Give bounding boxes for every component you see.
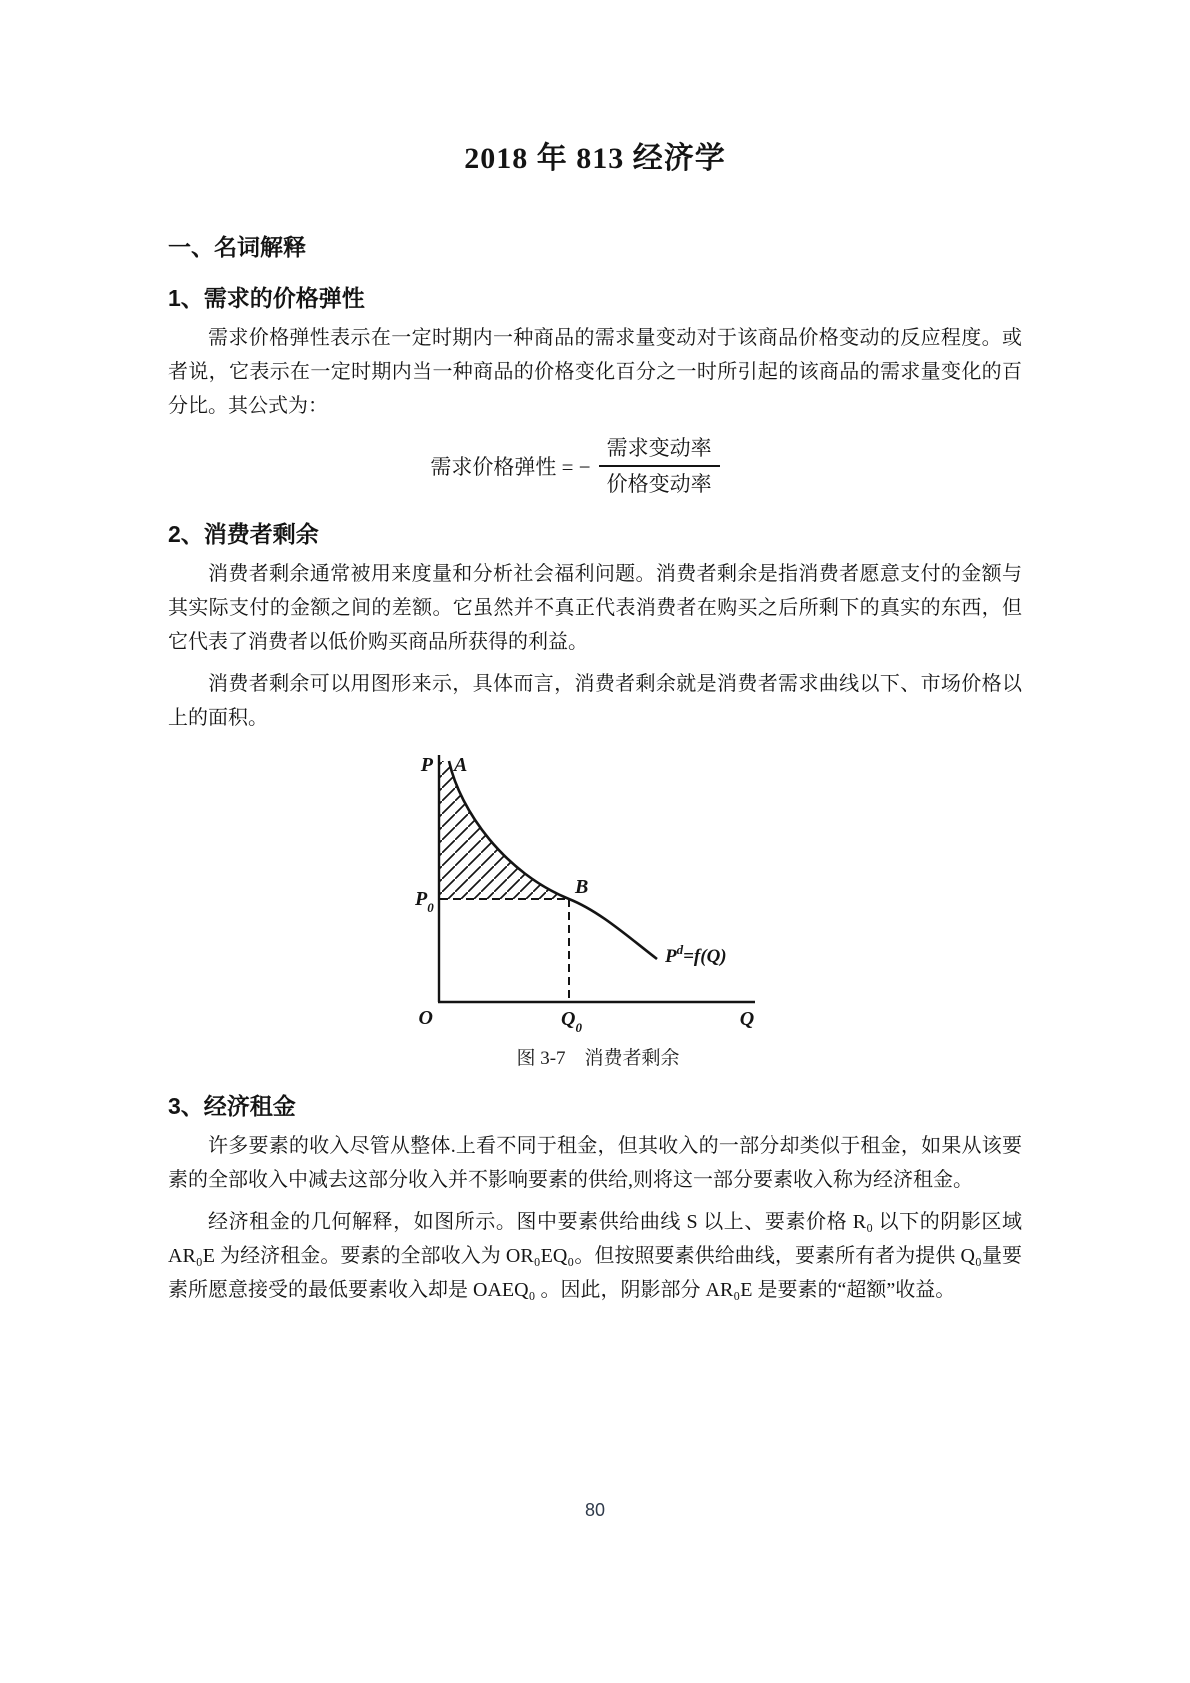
term-3-paragraph-2: 经济租金的几何解释，如图所示。图中要素供给曲线 S 以上、要素价格 R₀ 以下的阴影区域 AR₀E 为经济租金。要素的全部收入为 OR₀EQ₀。但按照要素供给曲线，要素所有者为提供 Q₀量要素所愿意接受的最低要素收入却是 OAEQ₀ 。因此，阴影部分 AR₀E 是要素的“超额”收益。 [168, 1210, 1022, 1301]
consumer-surplus-figure [403, 749, 793, 1070]
p-axis-label: P [420, 753, 433, 776]
q-axis-label: Q [739, 1007, 755, 1030]
q0-label-base: Q [561, 1007, 576, 1030]
formula-numerator: 需求变动率 [599, 435, 720, 467]
term-2-paragraph-1: 消费者剩余通常被用来度量和分析社会福利问题。消费者剩余是指消费者愿意支付的金额与其实际支付的金额之间的差额。它虽然并不真正代表消费者在购买之后所剩下的真实的东西，但它代表了消费者以低价购买商品所获得的利益。 [168, 562, 1022, 653]
term-2-heading: 2、消费者剩余 [168, 520, 319, 547]
point-a-label: A [454, 753, 468, 776]
p0-label-subscript: 0 [427, 899, 434, 915]
formula-fraction [599, 435, 720, 498]
term-3-heading: 3、经济租金 [168, 1092, 296, 1119]
document-title: 2018 年 813 经济学 [464, 142, 726, 175]
demand-curve-label [664, 942, 727, 967]
term-2-paragraph-2: 消费者剩余可以用图形来示，具体而言，消费者剩余就是消费者需求曲线以下、市场价格以上的面积。 [168, 672, 1022, 729]
curve-label-base: P [665, 945, 677, 967]
formula-denominator: 价格变动率 [606, 472, 712, 497]
p0-label [414, 888, 434, 915]
term-1-paragraph: 需求价格弹性表示在一定时期内一种商品的需求量变动对于该商品价格变动的反应程度。或者说，它表示在一定时期内当一种商品的价格变化百分之一时所引起的该商品的需求量变化的百分比。其公式为： [168, 327, 1022, 417]
page-number: 80 [584, 1500, 606, 1520]
formula-lhs: 需求价格弹性 = − [430, 455, 591, 480]
point-b-label: B [575, 875, 589, 898]
origin-label: O [418, 1006, 433, 1029]
figure-caption: 图 3-7 消费者剩余 [516, 1047, 680, 1069]
q0-label-subscript: 0 [575, 1019, 582, 1035]
curve-label-rest: =f(Q) [683, 945, 727, 967]
curve-label-superscript: d [676, 941, 684, 957]
term-3-paragraph-1: 许多要素的收入尽管从整体.上看不同于租金，但其收入的一部分却类似于租金，如果从该要素的全部收入中减去这部分收入并不影响要素的供给,则将这一部分要素收入称为经济租金。 [168, 1134, 1022, 1191]
price-elasticity-formula [168, 435, 982, 498]
consumer-surplus-chart [403, 749, 793, 1039]
p0-label-base: P [415, 887, 428, 910]
section-heading-glossary: 一、名词解释 [168, 234, 306, 260]
term-1-heading: 1、需求的价格弹性 [168, 285, 365, 311]
consumer-surplus-hatch-area [440, 761, 569, 899]
q0-label [561, 1008, 582, 1035]
